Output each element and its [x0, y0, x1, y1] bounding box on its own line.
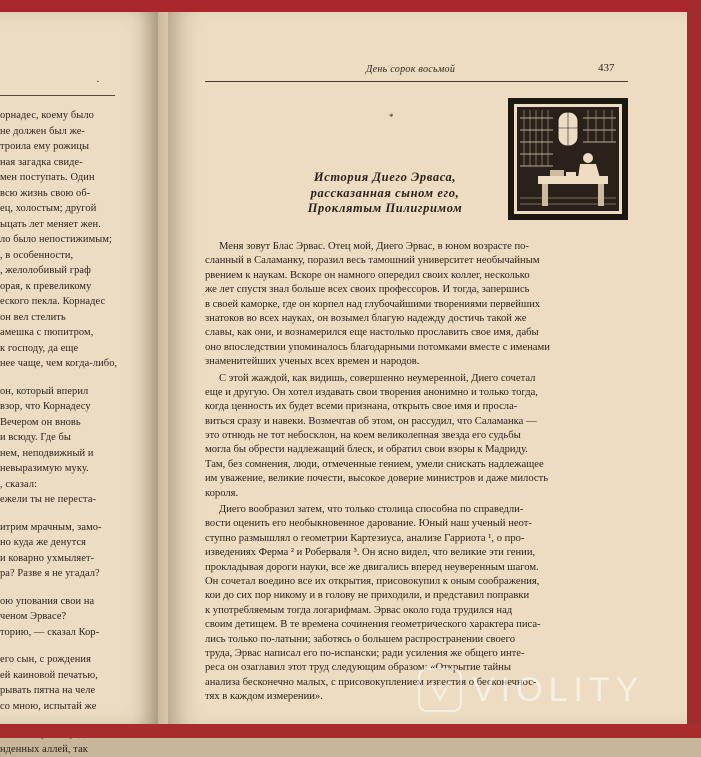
- violity-logo-icon: [418, 668, 462, 712]
- text-line: когда ценность их будет всеми признана, открыть свое имя и просла-: [205, 400, 628, 414]
- left-text-line: ежели ты не переста-: [0, 492, 150, 508]
- chapter-heading: [300, 170, 470, 217]
- left-text-line: он, который вперил: [0, 384, 150, 400]
- left-text-line: итрим мрачным, замо-: [0, 520, 150, 536]
- left-text-line: ра? Разве я не угадал?: [0, 566, 150, 582]
- heading-line: рассказанная сыном его,: [300, 186, 470, 202]
- text-line: рвением к наукам. Вскоре он намного опередил своих коллег, несколько: [205, 269, 628, 283]
- text-line: изведениях Ферма ² и Роберваля ³. Он ясно видел, что великие эти гении,: [205, 546, 628, 560]
- left-text-line: его сын, с рождения: [0, 652, 150, 668]
- left-text-line: и коварно ухмыляет-: [0, 551, 150, 567]
- text-line: виться сразу и навеки. Возмечтав об этом, он рассудил, что Саламанка —: [205, 415, 628, 429]
- left-text-line: , в особенности,: [0, 248, 150, 264]
- left-text-line: со мною, испытай же: [0, 699, 150, 715]
- text-line: славы, как они, и вознамерился еще настолько прославить свое имя, дабы: [205, 326, 628, 340]
- text-line: вости оценить его необыкновенное дарование. Юный наш ученый неот-: [205, 517, 628, 531]
- red-cover-bottom-edge: [0, 724, 701, 738]
- left-text-line: мен поступать. Один: [0, 170, 150, 186]
- text-line: же лет спустя знал больше всех своих профессоров. И тогда, запершись: [205, 283, 628, 297]
- text-line: лись только по-латыни; заботясь о большем распространении своего: [205, 633, 628, 647]
- text-line: оно впоследствии упоминалось благодарными потомками вместе с именами: [205, 341, 628, 355]
- left-text-line: ою упования свои на: [0, 594, 150, 610]
- left-text-line: , желолобивый граф: [0, 263, 150, 279]
- text-line: в своей каморке, где он корпел над глубочайшими творениями первейших: [205, 298, 628, 312]
- text-line: знаменитейших ученых всех времен и народов.: [205, 355, 628, 369]
- left-text-line: [0, 640, 150, 652]
- watermark-text: VIOLITY: [472, 671, 644, 710]
- text-line: труда, Эрвас написал его по-испански; ради усиления же общего инте-: [205, 647, 628, 661]
- text-line: тях в каждом измерении».: [205, 690, 628, 704]
- left-text-line: ец, холостым; другой: [0, 201, 150, 217]
- text-line: еще и другую. Он хотел издавать свои творения анонимно и только тогда,: [205, 386, 628, 400]
- text-line: знатоков во всех науках, он возымел благую надежду достичь такой же: [205, 312, 628, 326]
- left-text-line: всю жизнь свою об-: [0, 186, 150, 202]
- left-text-line: [0, 508, 150, 520]
- text-line: к употребляемым тогда логарифмам. Эрвас около года трудился над: [205, 604, 628, 618]
- text-line: ступно размышлял о геометрии Картезиуса, анализе Гарриота ¹, о про-: [205, 532, 628, 546]
- ornament-star: *: [389, 112, 394, 122]
- heading-line: История Диего Эрваса,: [300, 170, 470, 186]
- left-text-line: [0, 582, 150, 594]
- left-text-line: рывать пятна на челе: [0, 683, 150, 699]
- left-text-line: ей каиновой печатью,: [0, 668, 150, 684]
- left-page-rule: [0, 95, 115, 96]
- text-line: кои до сих пор никому и в голову не приходили, и представил поправки: [205, 589, 628, 603]
- text-line: сланный в Саламанку, поразил весь тамошний университет необычайным: [205, 254, 628, 268]
- left-text-line: ыцать лет меняет жен.: [0, 217, 150, 233]
- left-text-line: торию, — сказал Кор-: [0, 625, 150, 641]
- left-text-line: амешка с пюпитром,: [0, 325, 150, 341]
- left-page-dot: ·: [96, 76, 100, 88]
- body-text: [205, 240, 628, 705]
- heading-line: Проклятым Пилигримом: [300, 201, 470, 217]
- left-text-line: нем, неподвижный и: [0, 446, 150, 462]
- text-line: анализа бесконечно малых, с присовокуплением известия о бесконечнос-: [205, 676, 628, 690]
- text-line: им уважение, великие почести, высокое доверие министров и даже милость: [205, 472, 628, 486]
- left-text-line: ло было непостижимым;: [0, 232, 150, 248]
- left-text-line: орнадес, коему было: [0, 108, 150, 124]
- left-text-line: нее чаще, чем когда-либо,: [0, 356, 150, 372]
- engraving-illustration: [508, 98, 628, 220]
- left-text-line: к господу, да еще: [0, 341, 150, 357]
- text-line: Меня зовут Блас Эрвас. Отец мой, Диего Эрвас, в юном возрасте по-: [205, 240, 628, 254]
- text-line: Он сочетал воедино все их открытия, присовокупил к оным соображения,: [205, 575, 628, 589]
- left-text-line: нденных аллей, так: [0, 742, 150, 757]
- text-line: своим детищем. В те времена сочинения геометрического характера писа-: [205, 618, 628, 632]
- left-text-line: еского пекла. Корнадес: [0, 294, 150, 310]
- left-text-line: , сказал:: [0, 477, 150, 493]
- left-text-line: Вечером он вновь: [0, 415, 150, 431]
- left-text-line: троила ему рожицы: [0, 139, 150, 155]
- page-number: 437: [598, 62, 615, 74]
- header-rule: [205, 81, 628, 82]
- left-text-line: [0, 372, 150, 384]
- left-text-line: взор, что Корнадесу: [0, 399, 150, 415]
- violity-watermark: [418, 664, 686, 716]
- text-line: реса он озаглавил этот труд следующим образом: «Открытие тайны: [205, 661, 628, 675]
- left-text-line: невыразимую муку.: [0, 461, 150, 477]
- text-line: могла бы обрести надлежащий блеск, и обратил свои взоры к Мадриду.: [205, 443, 628, 457]
- text-line: прокладывая дороги науки, все же двигались вперед неуверенным шагом.: [205, 561, 628, 575]
- text-line: Там, без сомнения, люди, отмеченные гением, умели снискать надлежащее: [205, 458, 628, 472]
- left-text-line: не должен был же-: [0, 124, 150, 140]
- text-line: это отнюдь не тот небосклон, на коем великолепная звезда его судьбы: [205, 429, 628, 443]
- left-text-line: ная загадка свиде-: [0, 155, 150, 171]
- text-line: Диего вообразил затем, что только столица способна по справедли-: [205, 503, 628, 517]
- left-text-line: он вел стелить: [0, 310, 150, 326]
- text-line: короля.: [205, 487, 628, 501]
- red-cover-right-edge: [687, 0, 701, 738]
- left-text-line: ченом Эрвасе?: [0, 609, 150, 625]
- text-line: С этой жаждой, как видишь, совершенно неумеренной, Диего сочетал: [205, 372, 628, 386]
- left-page: [0, 12, 158, 724]
- running-head: День сорок восьмой: [366, 64, 455, 75]
- left-text-line: и всюду. Где бы: [0, 430, 150, 446]
- left-text-line: но куда же денутся: [0, 535, 150, 551]
- left-page-text: [0, 108, 150, 757]
- left-text-line: орая, к превеликому: [0, 279, 150, 295]
- red-cover-top-edge: [0, 0, 701, 12]
